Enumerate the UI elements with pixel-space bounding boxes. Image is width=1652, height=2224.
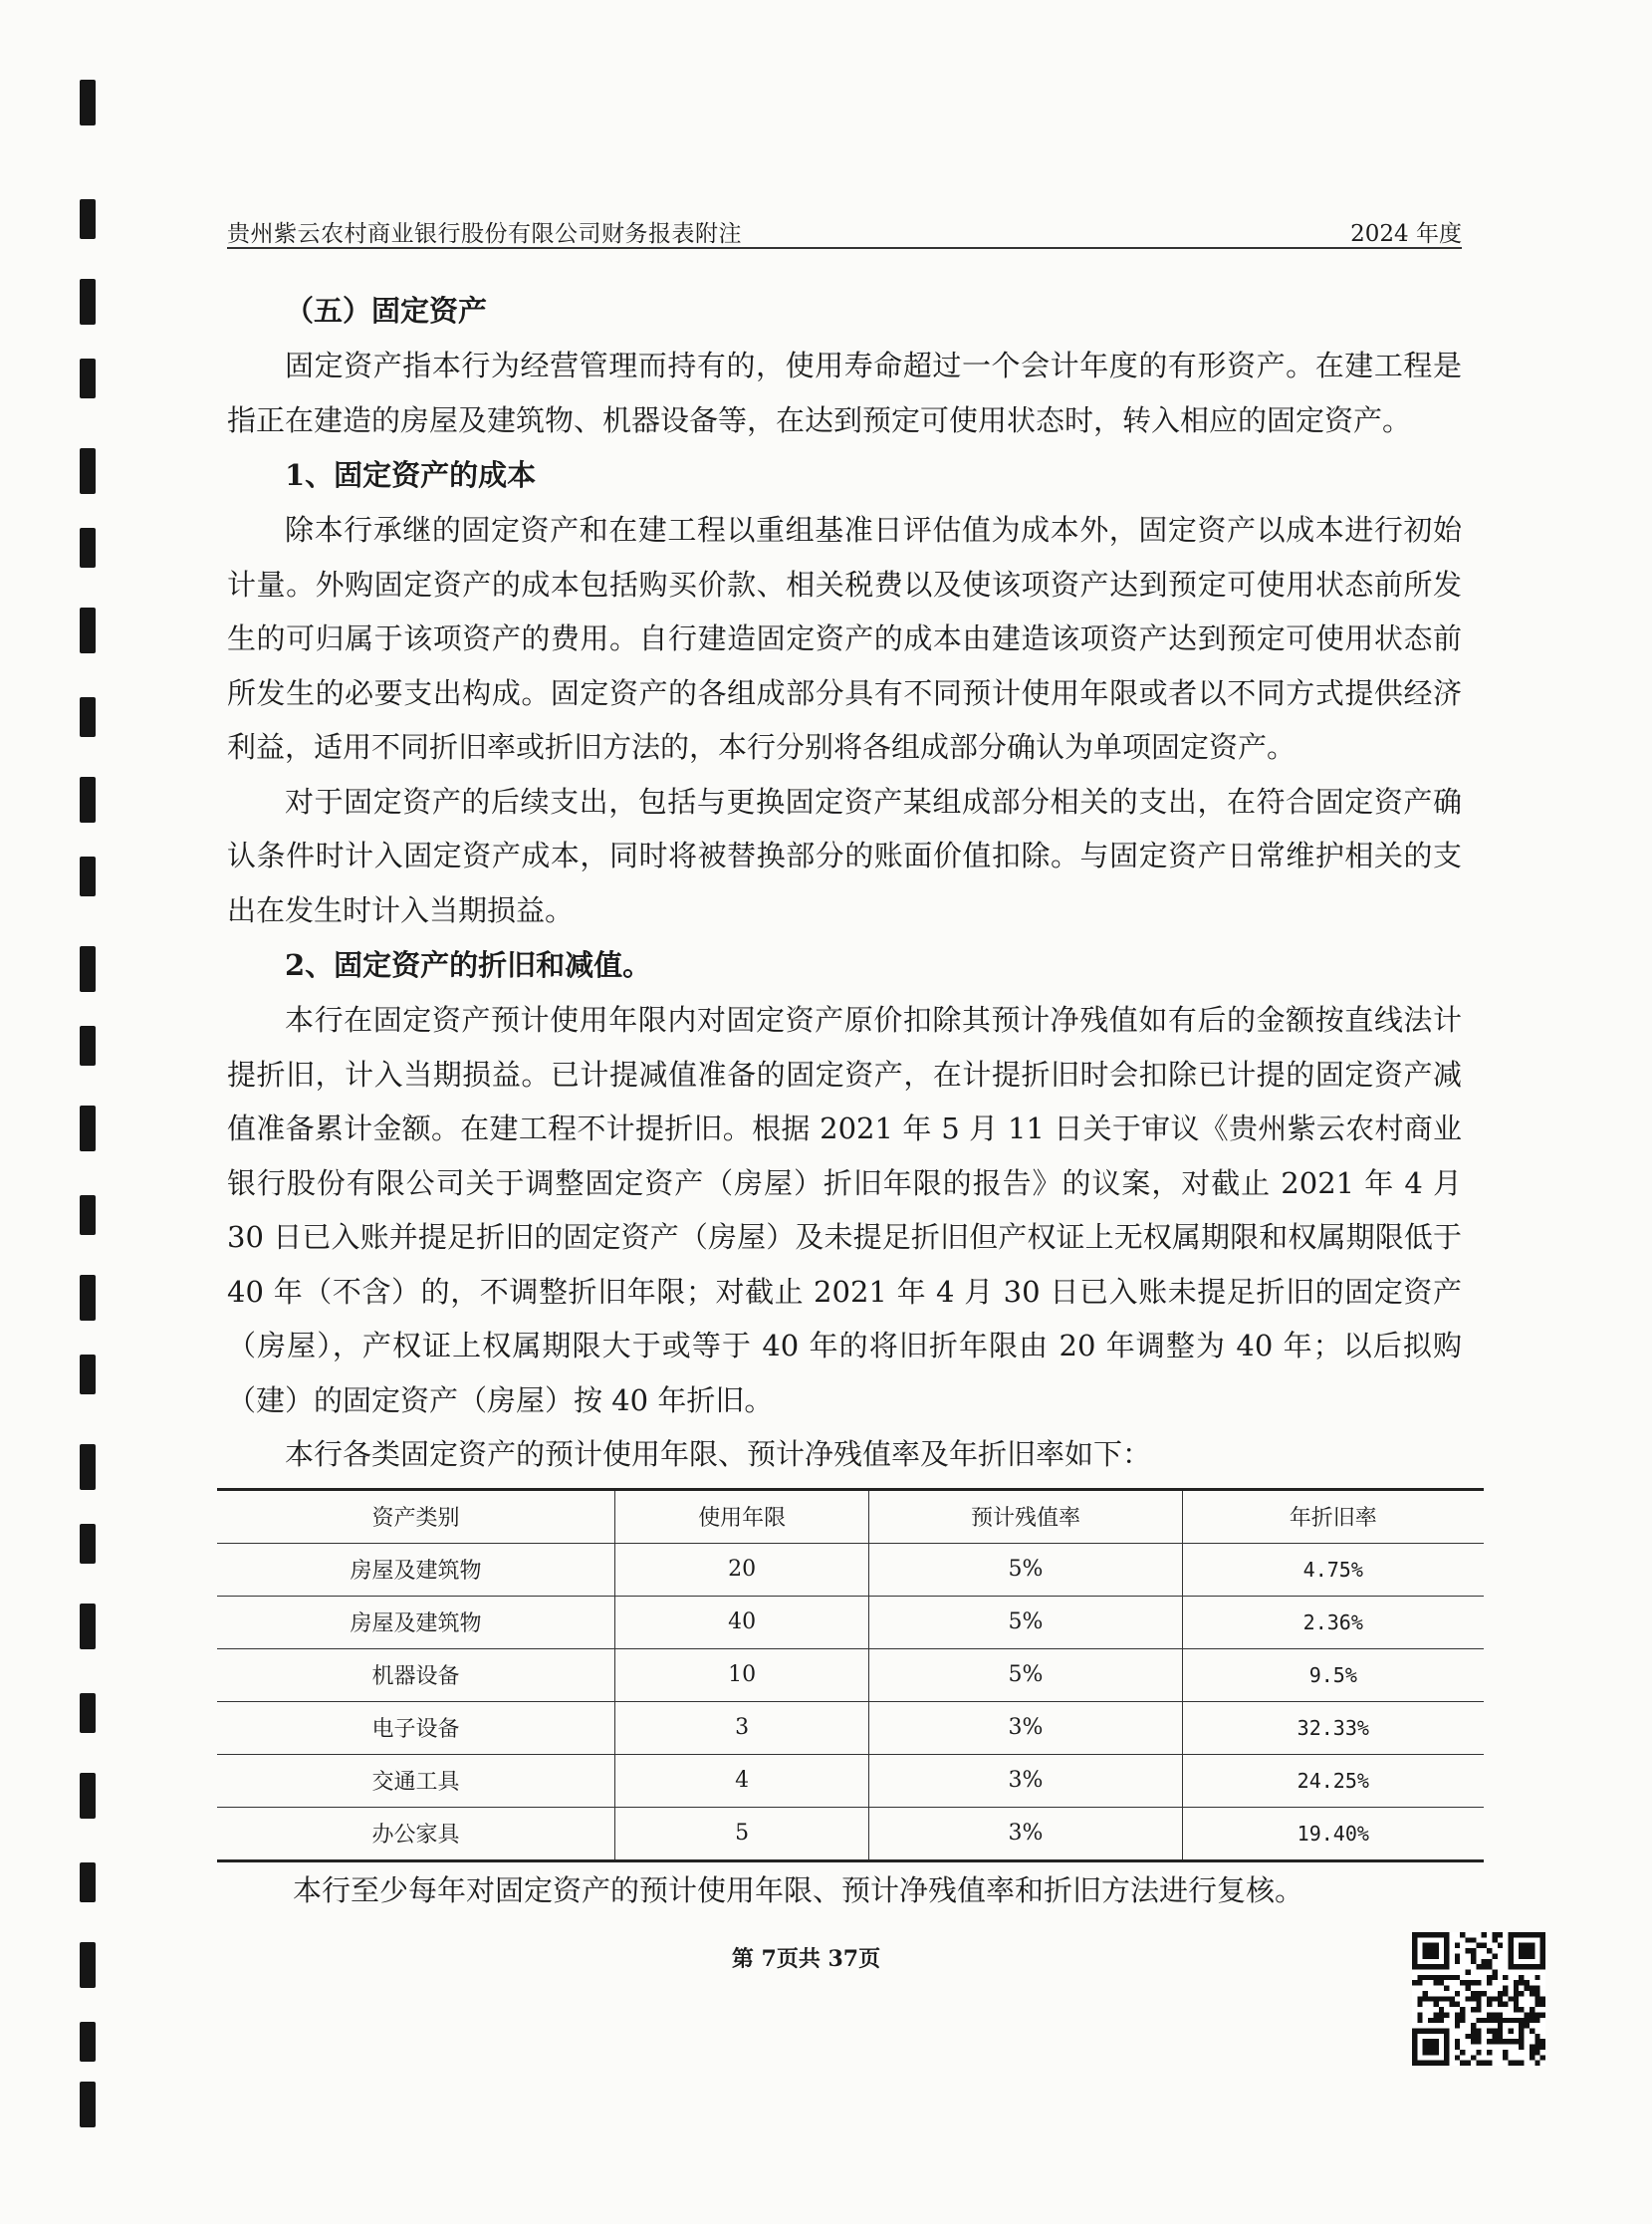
binding-hole [80,199,96,239]
page-footer [0,1942,1652,1973]
binding-hole [80,359,96,398]
header-divider [227,247,1462,249]
main-content [227,283,1462,1862]
cost-paragraph: 除本行承继的固定资产和在建工程以重组基准日评估值为成本外，固定资产以成本进行初始计量。外购固定资产的成本包括购买价款、相关税费以及使该项资产达到预定可使用状态前所发生的可归属于该项资产的费用。自行建造固定资产的成本由建造该项资产达到预定可使用状态前所发生的必要支出构成。固定资产的各组成部分具有不同预计使用年限或者以不同方式提供经济利益，适用不同折旧率或折旧方法的，本行分别将各组成部分确认为单项固定资产。 [227,513,1462,764]
section-heading: （五）固定资产 [285,294,488,328]
useful-life: 40 [614,1596,868,1648]
binding-hole [80,1444,96,1490]
useful-life: 4 [614,1754,868,1807]
binding-hole [80,1195,96,1235]
binding-hole [80,946,96,992]
binding-hole [80,1524,96,1564]
report-year: 2024 年度 [1350,221,1462,247]
asset-category: 机器设备 [217,1648,614,1701]
binding-hole [80,1275,96,1321]
annual-rate: 2.36% [1182,1596,1484,1648]
depreciation-paragraph: 本行在固定资产预计使用年限内对固定资产原价扣除其预计净残值如有后的金额按直线法计提折旧，计入当期损益。已计提减值准备的固定资产，在计提折旧时会扣除已计提的固定资产减值准备累计金额。在建工程不计提折旧。根据 2021 年 5 月 11 日关于审议《贵州紫云农村商业银行股份有限公司关于调整固定资产（房屋）折旧年限的报告》的议案，对截止 2021 年 4 月 30 日已入账并提足折旧的固定资产（房屋）及未提足折旧但产权证上无权属期限和权属期限低于 40 年（不含）的，不调整折旧年限；对截止 2021 年 4 月 30 日已入账未提足折旧的固定资产（房屋），产权证上权属期限大于或等于 40 年的将旧折年限由 20 年调整为 40 年；以后拟购（建）的固定资产（房屋）按 40 年折旧。 [227,1003,1462,1417]
closing-paragraph: 本行至少每年对固定资产的预计使用年限、预计净残值率和折旧方法进行复核。 [293,1873,1304,1907]
binding-hole [80,2082,96,2127]
table-row [217,1754,1484,1807]
subsection-heading-cost: 1、固定资产的成本 [285,458,537,492]
asset-category: 房屋及建筑物 [217,1543,614,1596]
page-header [227,213,1462,249]
binding-hole [80,2022,96,2062]
asset-category: 电子设备 [217,1701,614,1754]
binding-hole [80,1693,96,1733]
asset-category: 交通工具 [217,1754,614,1807]
binding-hole [80,80,96,125]
binding-hole [80,697,96,737]
residual-rate: 3% [869,1754,1182,1807]
binding-hole [80,1862,96,1902]
binding-hole [80,279,96,325]
binding-hole [80,1106,96,1151]
table-intro: 本行各类固定资产的预计使用年限、预计净残值率及年折旧率如下： [285,1437,1152,1471]
binding-hole [80,1604,96,1649]
header-useful-life: 使用年限 [614,1489,868,1543]
annual-rate: 4.75% [1182,1543,1484,1596]
binding-hole [80,1773,96,1819]
residual-rate: 3% [869,1701,1182,1754]
binding-hole [80,1355,96,1394]
binding-hole [80,528,96,568]
table-row [217,1596,1484,1648]
binding-hole [80,777,96,823]
subsequent-expense-paragraph: 对于固定资产的后续支出，包括与更换固定资产某组成部分相关的支出，在符合固定资产确认条件时计入固定资产成本，同时将被替换部分的账面价值扣除。与固定资产日常维护相关的支出在发生时计入当期损益。 [227,784,1462,927]
qr-code-icon [1412,1932,1545,2066]
useful-life: 3 [614,1701,868,1754]
table-row [217,1701,1484,1754]
table-header-row [217,1489,1484,1543]
header-annual-rate: 年折旧率 [1182,1489,1484,1543]
table-row [217,1543,1484,1596]
annual-rate: 32.33% [1182,1701,1484,1754]
depreciation-rates-table [217,1488,1484,1862]
header-asset-category: 资产类别 [217,1489,614,1543]
binding-holes [80,80,100,2111]
table-row [217,1807,1484,1860]
residual-rate: 5% [869,1543,1182,1596]
annual-rate: 9.5% [1182,1648,1484,1701]
residual-rate: 5% [869,1648,1182,1701]
residual-rate: 3% [869,1807,1182,1860]
binding-hole [80,608,96,653]
page-number: 第 7页共 37页 [731,1946,881,1972]
useful-life: 20 [614,1543,868,1596]
useful-life: 5 [614,1807,868,1860]
asset-category: 办公家具 [217,1807,614,1860]
subsection-heading-depreciation: 2、固定资产的折旧和减值。 [285,948,652,982]
annual-rate: 24.25% [1182,1754,1484,1807]
intro-paragraph: 固定资产指本行为经营管理而持有的，使用寿命超过一个会计年度的有形资产。在建工程是指正在建造的房屋及建筑物、机器设备等，在达到预定可使用状态时，转入相应的固定资产。 [227,349,1462,437]
header-residual-rate: 预计残值率 [869,1489,1182,1543]
asset-category: 房屋及建筑物 [217,1596,614,1648]
binding-hole [80,1026,96,1066]
binding-hole [80,857,96,896]
residual-rate: 5% [869,1596,1182,1648]
annual-rate: 19.40% [1182,1807,1484,1860]
document-title: 贵州紫云农村商业银行股份有限公司财务报表附注 [227,221,742,247]
useful-life: 10 [614,1648,868,1701]
binding-hole [80,448,96,494]
table-row [217,1648,1484,1701]
